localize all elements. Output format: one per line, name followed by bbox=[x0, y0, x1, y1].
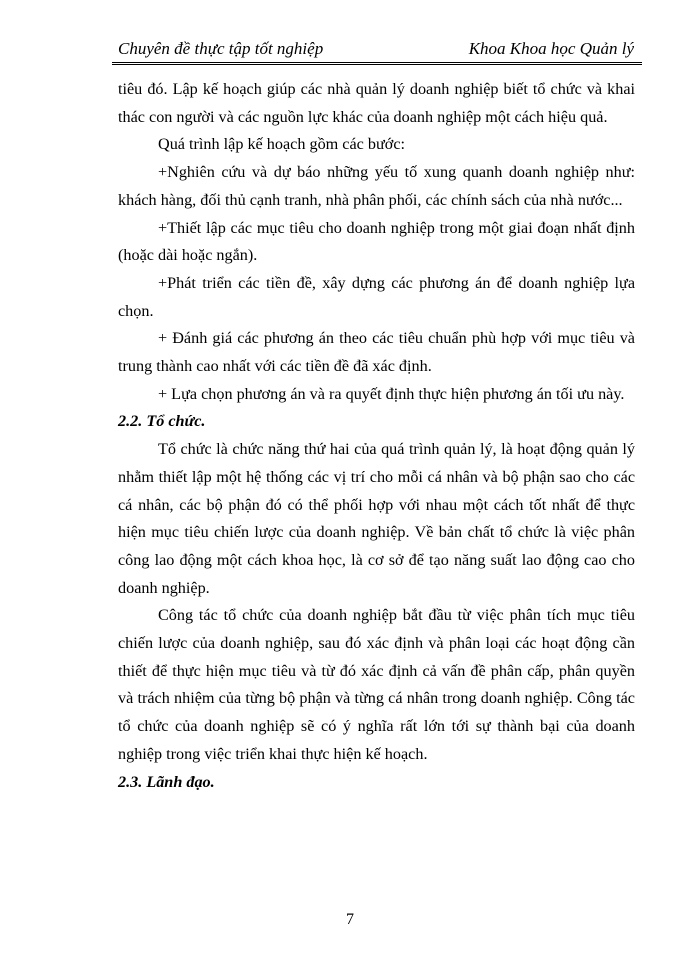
document-body bbox=[118, 76, 635, 796]
list-item-choose-option: + Lựa chọn phương án và ra quyết định thực hiện phương án tối ưu này. bbox=[158, 384, 625, 403]
body-paragraph-planning-steps-intro: Quá trình lập kế hoạch gồm các bước: bbox=[158, 135, 406, 154]
list-item-develop-premises: +Phát triển các tiền đề, xây dựng các phương án để doanh nghiệp lựa chọn. bbox=[118, 273, 635, 320]
list-item-research-forecast: +Nghiên cứu và dự báo những yếu tố xung quanh doanh nghiệp như: khách hàng, đối thủ cạnh tranh, nhà phân phối, các chính sách của nhà nước... bbox=[118, 163, 635, 209]
body-paragraph-continuation: tiêu đó. Lập kế hoạch giúp các nhà quản lý doanh nghiệp biết tổ chức và khai thác con người và các nguồn lực khác của doanh nghiệp một cách hiệu quả. bbox=[118, 80, 635, 126]
header-faculty-name: Khoa Khoa học Quản lý bbox=[468, 39, 634, 58]
page-header bbox=[112, 36, 642, 65]
section-heading-leadership: 2.3. Lãnh đạo. bbox=[118, 772, 215, 791]
page-number: 7 bbox=[346, 911, 354, 928]
header-document-title: Chuyên đề thực tập tốt nghiệp bbox=[118, 39, 324, 58]
list-item-evaluate-options: + Đánh giá các phương án theo các tiêu chuẩn phù hợp với mục tiêu và trung thành cao nhất với các tiền đề đã xác định. bbox=[118, 329, 635, 376]
section-heading-organization: 2.2. Tổ chức. bbox=[118, 412, 206, 431]
body-paragraph-organization-definition: Tổ chức là chức năng thứ hai của quá trình quản lý, là hoạt động quản lý nhằm thiết lập một hệ thống các vị trí cho mỗi cá nhân và bộ phận sao cho các cá nhân, các bộ phận đó có thể phối hợp với nhau một cách tốt nhất để thực hiện mục tiêu chiến lược của doanh nghiệp. Về bản chất tổ chức là việc phân công lao động một cách khoa học, là cơ sở để tạo năng suất lao động cao cho doanh nghiệp. bbox=[118, 440, 635, 597]
list-item-set-objectives: +Thiết lập các mục tiêu cho doanh nghiệp trong một giai đoạn nhất định (hoặc dài hoặc ngắn). bbox=[118, 218, 635, 265]
body-paragraph-organization-work: Công tác tổ chức của doanh nghiệp bắt đầu từ việc phân tích mục tiêu chiến lược của doanh nghiệp, sau đó xác định và phân loại các hoạt động cần thiết để thực hiện mục tiêu và từ đó xác định cả vấn đề phân cấp, phân quyền và trách nhiệm của từng bộ phận và từng cá nhân trong doanh nghiệp. Công tác tổ chức của doanh nghiệp sẽ có ý nghĩa rất lớn tới sự thành bại của doanh nghiệp trong việc triển khai thực hiện kế hoạch. bbox=[118, 606, 635, 763]
